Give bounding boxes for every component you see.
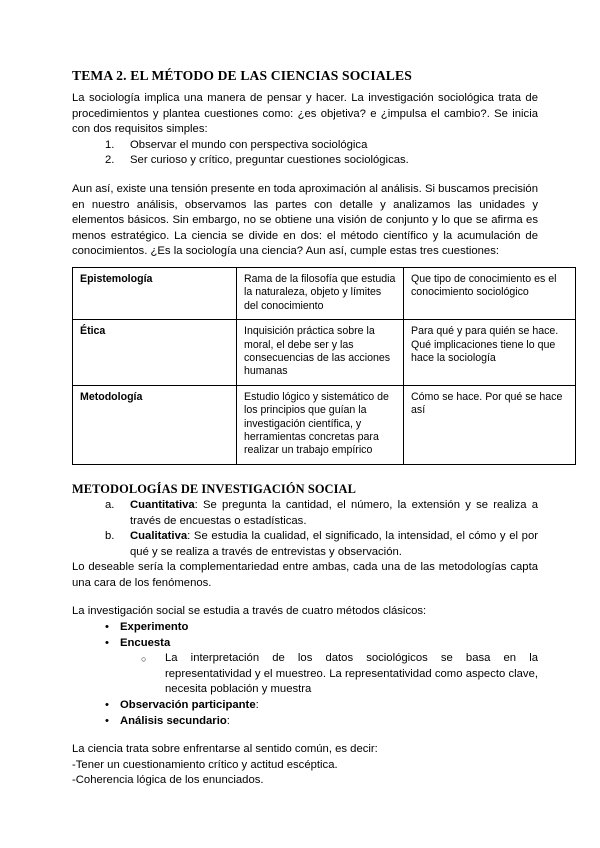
method-suffix: : — [226, 714, 230, 727]
methodologies-list — [72, 498, 538, 560]
list-item — [72, 714, 538, 730]
list-item — [72, 153, 538, 169]
tension-paragraph: Aun así, existe una tensión presente en toda aproximación al análisis. Si buscamos precisión en nuestro análisis, observamos las partes con detalle y analizamos las unidades y elementos básicos. Sin embargo, no se obtiene una visión de conjunto y lo que se afirma es menos estratégico. La ciencia se divide en dos: el método científico y la acumulación de conocimientos. ¿Es la sociología una ciencia? Aun así, cumple estas tres cuestiones: — [72, 182, 538, 258]
table-row — [73, 320, 576, 386]
methodology-text: : Se estudia la cualidad, el significado, la intensidad, el cómo y el por qué y se realiza a través de entrevistas y observación. — [130, 530, 538, 558]
method-suffix: : — [255, 699, 259, 712]
table-cell-definition: Rama de la filosofía que estudia la naturaleza, objeto y límites del conocimiento — [237, 267, 404, 319]
list-item — [72, 636, 538, 698]
spacer — [72, 729, 538, 742]
bullet-icon: • — [105, 636, 109, 649]
spacer — [72, 260, 538, 267]
methodology-text: : Se pregunta la cantidad, el número, la extensión y se realiza a través de encuestas o estadísticas. — [130, 498, 538, 527]
classic-methods-intro: La investigación social se estudia a través de cuatro métodos clásicos: — [72, 605, 427, 618]
hollow-bullet-icon: ○ — [141, 654, 147, 665]
spacer — [72, 169, 538, 182]
method-label: Análisis secundario — [120, 714, 227, 727]
complementarity-paragraph: Lo deseable sería la complementariedad entre ambas, cada una de las metodologías capta una cara de los fenómenos. — [72, 561, 538, 589]
table-row — [73, 385, 576, 464]
method-label: Encuesta — [120, 636, 171, 649]
list-item — [72, 698, 538, 714]
methodology-term: Cuantitativa — [130, 498, 195, 511]
closing-intro: La ciencia trata sobre enfrentarse al sentido común, es decir: — [72, 743, 378, 756]
list-marker: a. — [105, 498, 115, 511]
methodology-term: Cualitativa — [130, 530, 188, 543]
table-cell-definition: Inquisición práctica sobre la moral, el debe ser y las consecuencias de las acciones humanas — [237, 320, 404, 386]
list-marker: 1. — [105, 138, 115, 151]
classic-methods-list — [72, 620, 538, 729]
table-cell-term: Epistemología — [73, 267, 237, 319]
table-cell-term: Ética — [73, 320, 237, 386]
list-marker: 2. — [105, 154, 115, 167]
closing-point-1: -Tener un cuestionamiento crítico y actitud escéptica. — [72, 758, 338, 771]
list-item — [72, 138, 538, 154]
encuesta-sub-list — [120, 651, 538, 698]
list-item-text: Observar el mundo con perspectiva sociológica — [130, 138, 368, 151]
table-cell-question: Que tipo de conocimiento es el conocimiento sociológico — [404, 267, 576, 319]
list-item-text: Ser curioso y crítico, preguntar cuestiones sociológicas. — [130, 154, 409, 167]
concepts-table — [72, 267, 576, 465]
list-item — [120, 651, 538, 698]
bullet-icon: • — [105, 714, 109, 727]
methodologies-heading: METODOLOGÍAS DE INVESTIGACIÓN SOCIAL — [72, 481, 356, 496]
table-row — [73, 267, 576, 319]
method-label: Experimento — [120, 621, 189, 634]
table-cell-question: Cómo se hace. Por qué se hace así — [404, 385, 576, 464]
table-cell-term: Metodología — [73, 385, 237, 464]
bullet-icon: • — [105, 699, 109, 712]
closing-point-2: -Coherencia lógica de los enunciados. — [72, 774, 264, 787]
method-label: Observación participante — [120, 699, 256, 712]
list-item — [72, 498, 538, 529]
table-cell-definition: Estudio lógico y sistemático de los principios que guían la investigación científica, y herramientas concretas para realizar un trabajo empírico — [237, 385, 404, 464]
sub-item-text: La interpretación de los datos sociológicos se basa en la representatividad y el muestreo. La representatividad como aspecto clave, necesita población y muestra — [165, 652, 538, 696]
table-cell-question: Para qué y para quién se hace. Qué implicaciones tiene lo que hace la sociología — [404, 320, 576, 386]
spacer — [72, 465, 538, 481]
intro-paragraph: La sociología implica una manera de pensar y hacer. La investigación sociológica trata de procedimientos y plantea cuestiones como: ¿es objetiva? e ¿impulsa el cambio?. Se inicia con dos requisitos simples: — [72, 91, 538, 136]
page-title: TEMA 2. EL MÉTODO DE LAS CIENCIAS SOCIALES — [72, 68, 412, 83]
list-item — [72, 529, 538, 560]
list-item — [72, 620, 538, 636]
spacer — [72, 591, 538, 604]
list-marker: b. — [105, 530, 115, 543]
requisitos-list — [72, 138, 538, 169]
bullet-icon: • — [105, 621, 109, 634]
